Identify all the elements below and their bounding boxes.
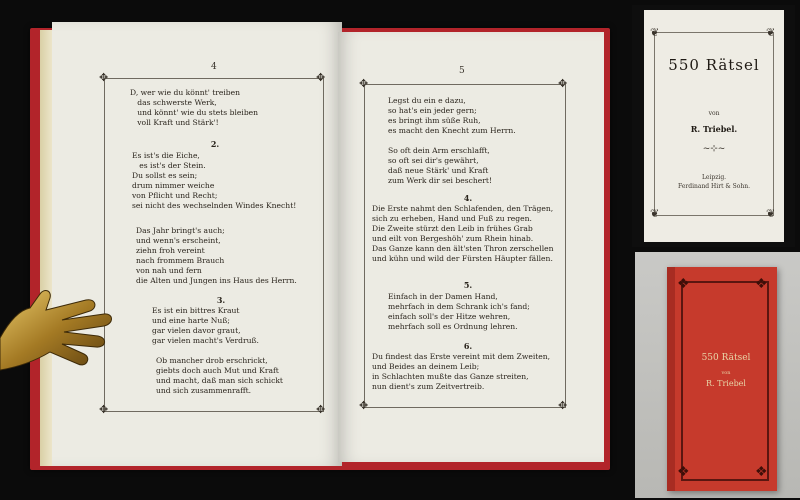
corner-ornament-icon: ❦ bbox=[766, 207, 776, 220]
riddle-5-text: Einfach in der Damen Hand, mehrfach in dem Schrank ich's fand; einfach soll's der Hitze wehren, mehrfach soll es Ordnung lehren. bbox=[388, 292, 530, 332]
title-page bbox=[644, 10, 784, 242]
riddle-3-stanza-1: Es ist ein bittres Kraut und eine harte Nuß; gar vielen davor graut, gar vielen macht's Verdruß. bbox=[152, 306, 259, 346]
corner-ornament-icon: ❖ bbox=[755, 276, 768, 292]
corner-ornament-icon: ❦ bbox=[650, 26, 660, 39]
riddle-6-text: Du findest das Erste vereint mit dem Zweiten, und Beides an deinem Leib; in Schlachten mußte das Ganze streiten, nun dient's zum Zeitvertreib. bbox=[372, 352, 551, 392]
title-by: von bbox=[708, 110, 720, 117]
corner-ornament-icon: ❖ bbox=[677, 276, 690, 292]
corner-ornament-icon: ❦ bbox=[766, 26, 776, 39]
corner-ornament-icon: ✥ bbox=[359, 399, 369, 412]
divider-ornament-icon: ~⊹~ bbox=[702, 144, 726, 154]
book-spine bbox=[667, 267, 675, 491]
left-riddle-1-end: D, wer wie du könnt' treiben das schwerste Werk, und könnt' wie du stets bleiben voll Kraft und Stärk'! bbox=[130, 88, 259, 128]
corner-ornament-icon: ✥ bbox=[99, 71, 109, 84]
publisher-name: Ferdinand Hirt & Sohn. bbox=[677, 183, 750, 190]
riddle-number-5: 5. bbox=[463, 280, 473, 290]
cover-author: R. Triebel bbox=[706, 379, 746, 388]
riddle-3-continued-1: Legst du ein e dazu, so hat's ein jeder gern; es bringt ihm süße Ruh, es macht den Knecht zum Herrn. bbox=[388, 96, 516, 136]
brass-hand-paperweight bbox=[0, 280, 118, 390]
left-page-number: 4 bbox=[211, 62, 217, 72]
corner-ornament-icon: ✥ bbox=[316, 71, 326, 84]
corner-ornament-icon: ❖ bbox=[755, 464, 768, 480]
publisher-city: Leipzig. bbox=[701, 174, 727, 181]
corner-ornament-icon: ✥ bbox=[558, 399, 568, 412]
riddle-4-text: Die Erste nahmt den Schlafenden, den Trägen, sich zu erheben, Hand und Fuß zu regen. Die Zweite stürzt den Leib in frühes Grab und eilt von Bergeshöh' zum Rhein hinab. Das Ganze kann den ält'sten Thron zerschellen und kühn und wild der Fürsten Häupter fällen. bbox=[372, 204, 554, 264]
riddle-2-stanza-2: Das Jahr bringt's auch; und wenn's erscheint, ziehn froh vereint nach frommem Brauch von nah und fern die Alten und Jungen ins Haus des Herrn. bbox=[136, 226, 297, 286]
corner-ornament-icon: ✥ bbox=[558, 77, 568, 90]
cover-by: von bbox=[721, 370, 731, 376]
corner-ornament-icon: ✥ bbox=[316, 403, 326, 416]
book-title: 550 Rätsel bbox=[668, 56, 760, 74]
cover-title: 550 Rätsel bbox=[701, 353, 751, 363]
riddle-3-stanza-2: Ob mancher drob erschrickt, giebts doch auch Mut und Kraft und macht, daß man sich schickt und sich zusammenrafft. bbox=[156, 356, 283, 396]
corner-ornament-icon: ✥ bbox=[99, 403, 109, 416]
riddle-number-4: 4. bbox=[463, 193, 473, 203]
riddle-number-2: 2. bbox=[210, 139, 220, 149]
red-book-cover bbox=[667, 267, 777, 491]
riddle-3-continued-2: So oft dein Arm erschlafft, so oft sei dir's gewährt, daß neue Stärk' und Kraft zum Werk dir sei beschert! bbox=[388, 146, 493, 186]
riddle-2-stanza-1: Es ist's die Eiche, es ist's der Stein. Du sollst es sein; drum nimmer weiche von Pflicht und Recht; sei nicht des wechselnden Windes Knecht! bbox=[132, 151, 297, 211]
corner-ornament-icon: ✥ bbox=[359, 77, 369, 90]
corner-ornament-icon: ❦ bbox=[650, 207, 660, 220]
riddle-number-3: 3. bbox=[216, 295, 226, 305]
book-author: R. Triebel. bbox=[690, 124, 738, 134]
corner-ornament-icon: ❖ bbox=[677, 464, 690, 480]
riddle-number-6: 6. bbox=[463, 341, 473, 351]
right-page-number: 5 bbox=[459, 66, 465, 76]
